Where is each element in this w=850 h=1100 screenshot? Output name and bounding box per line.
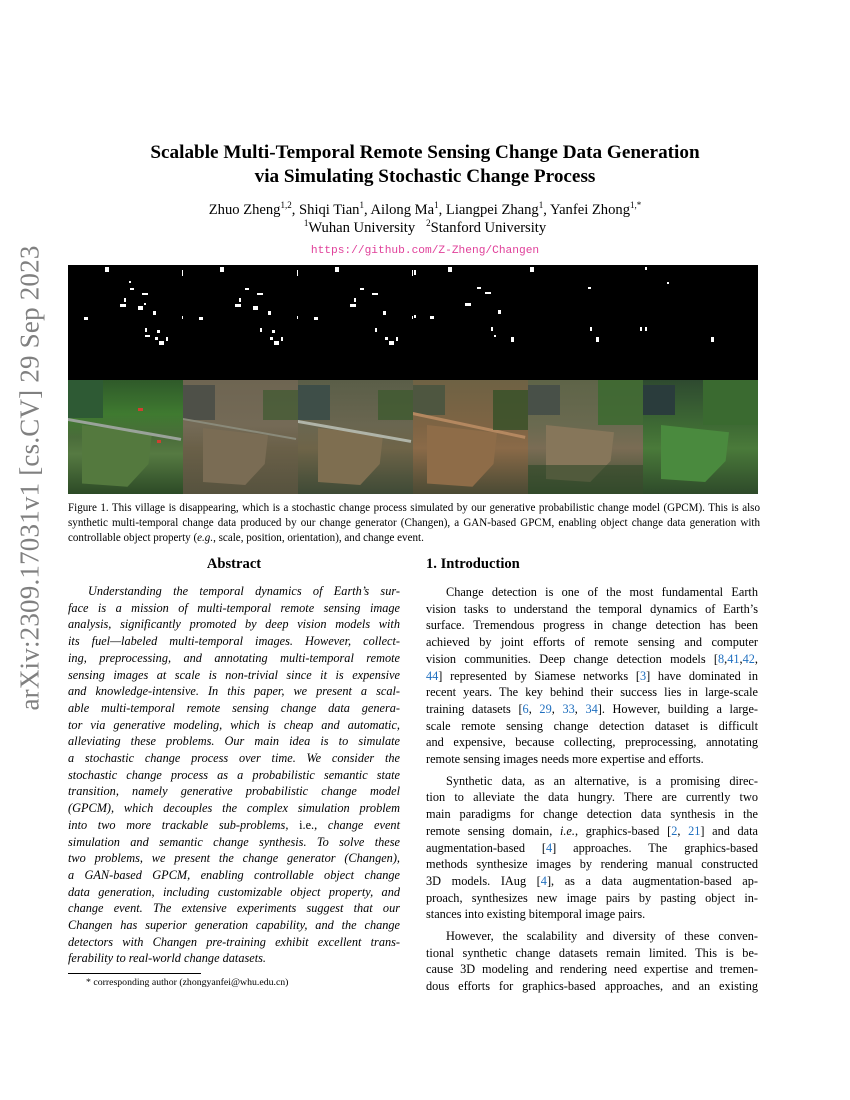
mask-tile-4 <box>413 265 528 380</box>
citation-link[interactable]: 44 <box>426 668 439 683</box>
citation-link[interactable]: 2 <box>671 823 678 838</box>
author: Shiqi Tian$^1$ <box>299 200 364 218</box>
github-link[interactable]: https://github.com/Z-Zheng/Changen <box>310 245 540 257</box>
mask-tile-1 <box>68 265 183 380</box>
figure-caption: Figure 1. This village is disappearing, which is a stochastic change process simulated by our generative probabilistic change model (GPCM). This is also synthetic multi-temporal change data produced by our change generator (Changen), a GAN-based GPCM, enabling object change data generation with controllable object property (e.g., scale, position, orientation), and change event. <box>68 502 760 545</box>
mask-tile-6 <box>643 265 758 380</box>
paper-title <box>0 141 850 189</box>
author-list: Zhuo Zheng$^{1,2}$, Shiqi Tian$^1$, Ailong Ma$^1$, Liangpei Zhang$^1$, Yanfei Zhong$^{1,*}$ <box>208 200 642 218</box>
title-line-2: via Simulating Stochastic Change Process <box>254 166 596 187</box>
author: Yanfei Zhong$^{1,*}$ <box>550 200 642 218</box>
satellite-tile-3 <box>298 380 413 494</box>
satellite-tile-4 <box>413 380 528 494</box>
citation-link[interactable]: 4 <box>546 840 553 855</box>
affiliations <box>0 219 850 237</box>
footnote: * corresponding author (zhongyanfei@whu.edu.cn) <box>86 977 289 988</box>
citation-link[interactable]: 34 <box>585 701 598 716</box>
satellite-tile-1 <box>68 380 183 494</box>
intro-paragraph-3: However, the scalability and diversity of these conven- tional synthetic change datasets remain limited. This is be- cause 3D modeling and rendering need expertise and tremen- dous efforts for graphics-based approaches, and an existing <box>426 929 758 994</box>
mask-tile-5 <box>528 265 643 380</box>
introduction-body <box>426 584 758 995</box>
citation-link[interactable]: 3 <box>639 668 647 683</box>
abstract-heading: Abstract <box>206 556 262 572</box>
citation-link[interactable]: 4 <box>540 873 547 888</box>
citation-link[interactable]: 29 <box>539 701 552 716</box>
introduction-heading: 1. Introduction <box>426 556 520 572</box>
citation-link[interactable]: 8 <box>718 651 725 666</box>
citation-link[interactable]: 33 <box>562 701 575 716</box>
citation-link[interactable]: 6 <box>522 701 529 716</box>
author: Ailong Ma$^1$ <box>370 200 439 218</box>
abstract-body: Understanding the temporal dynamics of Earth’s sur- face is a mission of multi-temporal remote sensing image analysis, significantly promoted by deep vision models with its fuel—labeled multi-temporal images. However, collect- ing, preprocessing, and annotating multi-temporal remote sensing images at scale is non-trivial since it is expensive and knowledge-intensive. In this paper, we present a scal- able multi-temporal remote sensing change data genera- tor via generative modeling, which is cheap and automatic, alleviating these problems. Our main idea is to simulate a stochastic change process over time. We consider the stochastic change process as a probabilistic semantic state transition, namely generative probabilistic change model (GPCM), which decouples the complex simulation problem into two more trackable sub-problems, i.e., change event simulation and semantic change synthesis. To solve these two problems, we present the change generator (Changen), a GAN-based GPCM, enabling controllable object change data generation, including customizable object property, and change event. The extensive experiments suggest that our Changen has superior generation capability, and the change detectors with Changen pre-training exhibit excellent trans- ferability to real-world change datasets. <box>68 584 400 966</box>
satellite-tile-2 <box>183 380 298 494</box>
intro-paragraph-1: Change detection is one of the most fundamental Earth vision tasks to understand the temporal dynamics of Earth’s surface. Tremendous progress in change detection has been achieved by joint efforts of remote sensing and computer vision communities. Deep change detection models [8,41,42, 44] represented by Siamese networks [3] have dominated in recent years. The key behind their success lies in large-scale training datasets [6, 29, 33, 34]. However, building a large- scale remote sensing change detection dataset is difficult and expensive, because collecting, preprocessing, annotating remote sensing images needs more expertise and efforts. <box>426 585 759 767</box>
project-url <box>0 244 850 258</box>
author: Liangpei Zhang$^1$ <box>445 200 544 218</box>
figure-1 <box>68 265 758 494</box>
title-line-1: Scalable Multi-Temporal Remote Sensing Change Data Generation <box>150 142 700 163</box>
citation-link[interactable]: 41 <box>727 651 740 666</box>
arxiv-stamp: arXiv:2309.17031v1 [cs.CV] 29 Sep 2023 <box>14 245 45 711</box>
mask-tile-2 <box>183 265 298 380</box>
satellite-tile-6 <box>643 380 758 494</box>
satellite-image-row <box>68 380 758 494</box>
author: Zhuo Zheng$^{1,2}$ <box>208 200 292 218</box>
mask-tile-3 <box>298 265 413 380</box>
citation-link[interactable]: 21 <box>688 823 701 838</box>
affiliation: $^2$Stanford University <box>426 218 547 236</box>
intro-paragraph-2: Synthetic data, as an alternative, is a promising direc- tion to alleviate the data hungry. There are currently two main paradigms for change detection data synthesis in the remote sensing domain, i.e., graphics-based [2, 21] and data augmentation-based [4] approaches. The graphics-based methods synthesize images by rendering manual constructed 3D models. IAug [4], as a data augmentation-based ap- proach, synthesizes new image pairs by pasting object in- stances into existing bitemporal image pairs. <box>426 773 758 922</box>
affiliation: $^1$Wuhan University <box>303 218 416 236</box>
footnote-rule <box>68 973 201 974</box>
citation-link[interactable]: 42 <box>742 651 755 666</box>
satellite-tile-5 <box>528 380 643 494</box>
change-mask-row <box>68 265 758 380</box>
